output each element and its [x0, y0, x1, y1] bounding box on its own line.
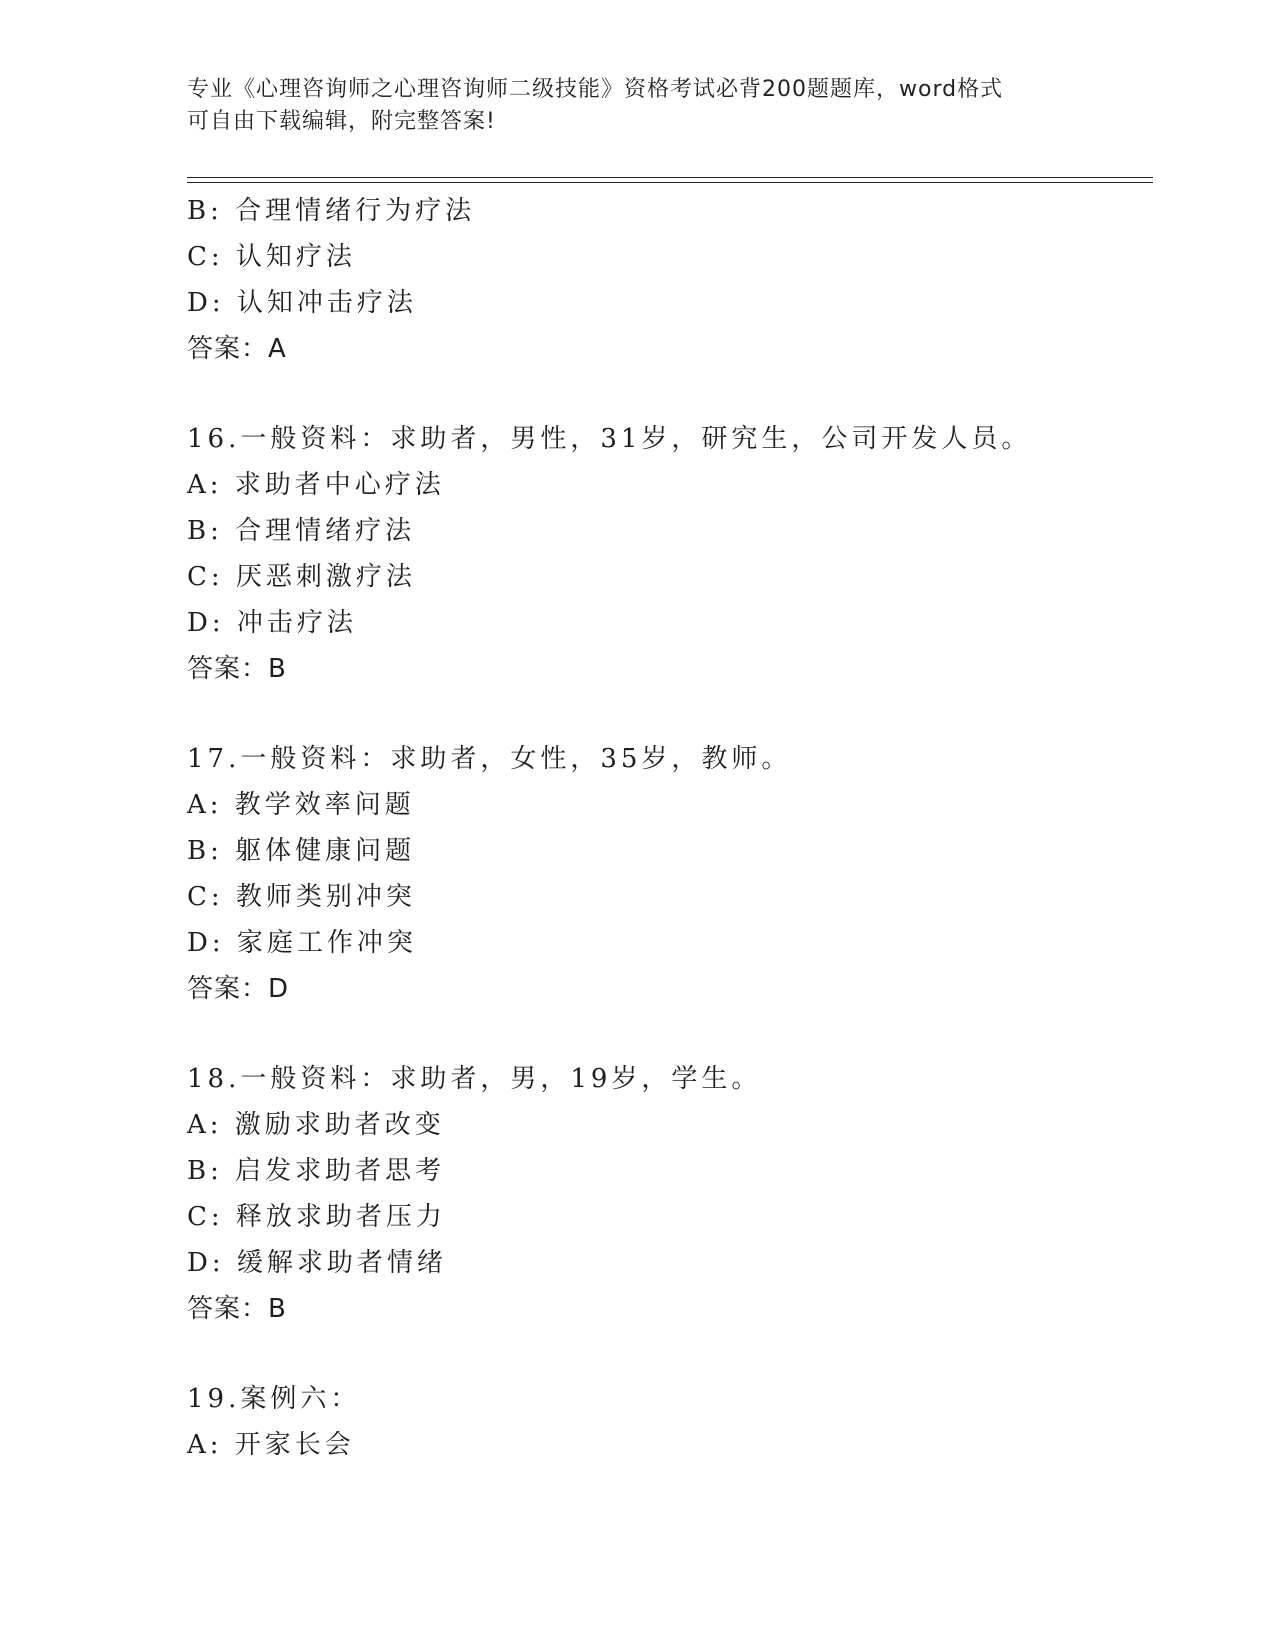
question-block-17: [187, 736, 1153, 1012]
option-b: B: 躯体健康问题: [187, 836, 416, 866]
document-header: [187, 74, 1087, 138]
option-d: D: 缓解求助者情绪: [187, 1248, 447, 1278]
question-block-16: [187, 416, 1153, 692]
option-c: C: 教师类别冲突: [187, 882, 416, 912]
option-a: A: 开家长会: [187, 1430, 355, 1460]
question-stem: 17.一般资料：求助者，女性，35岁，教师。: [187, 744, 792, 774]
answer-line: 答案：A: [187, 334, 287, 364]
question-stem: 19.案例六：: [187, 1384, 361, 1414]
answer-line: 答案：D: [187, 974, 290, 1004]
question-block-18: [187, 1056, 1153, 1332]
answer-line: 答案：B: [187, 654, 287, 684]
question-block-19: [187, 1376, 1153, 1468]
option-a: A: 激励求助者改变: [187, 1110, 445, 1140]
option-c: C: 认知疗法: [187, 242, 356, 272]
header-divider-bottom: [187, 182, 1153, 183]
header-title-line-1: 专业《心理咨询师之心理咨询师二级技能》资格考试必背200题题库，word格式: [187, 77, 1004, 102]
question-stem: 16.一般资料：求助者，男性，31岁，研究生，公司开发人员。: [187, 424, 1032, 454]
option-d: D: 认知冲击疗法: [187, 288, 417, 318]
option-b: B: 合理情绪行为疗法: [187, 196, 476, 226]
answer-line: 答案：B: [187, 1294, 287, 1324]
option-a: A: 求助者中心疗法: [187, 470, 445, 500]
question-block-15: [187, 188, 1153, 372]
header-title-line-2: 可自由下载编辑，附完整答案!: [187, 109, 496, 134]
option-b: B: 合理情绪疗法: [187, 516, 416, 546]
option-c: C: 厌恶刺激疗法: [187, 562, 416, 592]
option-d: D: 冲击疗法: [187, 608, 357, 638]
option-c: C: 释放求助者压力: [187, 1202, 446, 1232]
option-d: D: 家庭工作冲突: [187, 928, 417, 958]
question-content: [187, 188, 1153, 1468]
question-stem: 18.一般资料：求助者，男，19岁，学生。: [187, 1064, 762, 1094]
option-a: A: 教学效率问题: [187, 790, 415, 820]
option-b: B: 启发求助者思考: [187, 1156, 446, 1186]
header-divider-top: [187, 177, 1153, 178]
